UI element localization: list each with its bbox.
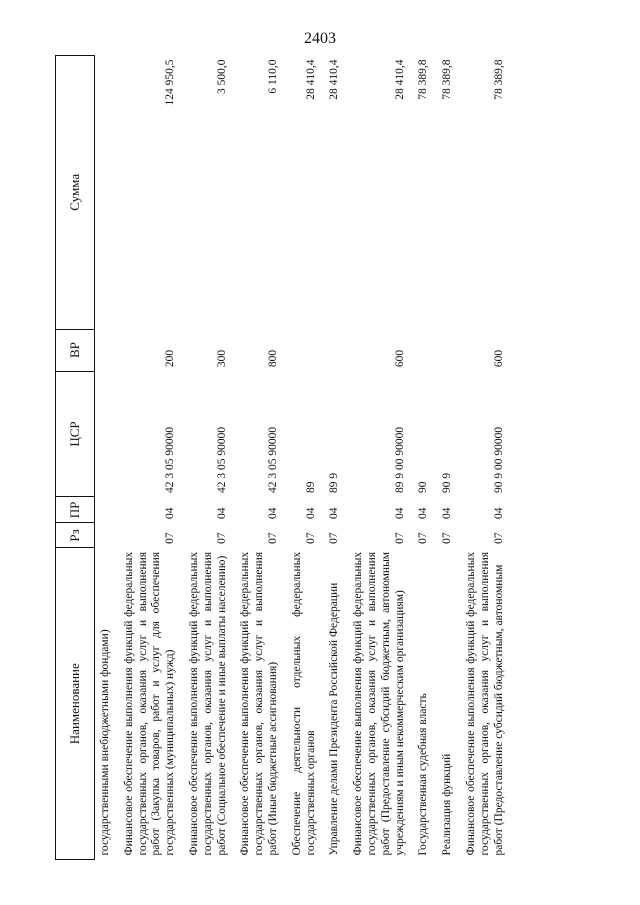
rotated-page-content <box>55 55 590 860</box>
table-row <box>435 56 459 860</box>
table-row <box>182 56 233 860</box>
row-vr: 600 <box>492 349 505 368</box>
header-rz: Рз <box>56 523 95 548</box>
table-header-row <box>56 56 95 860</box>
row-pr: 04 <box>215 507 228 519</box>
row-pr: 04 <box>393 507 406 519</box>
row-vr: 300 <box>215 349 228 368</box>
header-sum: Сумма <box>56 56 95 330</box>
row-rz: 07 <box>164 532 177 544</box>
row-rz: 07 <box>441 532 454 544</box>
header-csr: ЦСР <box>56 371 95 497</box>
budget-table <box>55 55 510 860</box>
row-rz <box>95 523 117 548</box>
row-name: Финансовое обеспечение выполнения функций федеральных государственных органов, оказания услуг и выполнения работ (Предоставление субсидий бюджетным, автономным учреждениям и иным некоммерческим организациям) <box>352 551 406 856</box>
row-name: Финансовое обеспечение выполнения функций федеральных государственных органов, оказания услуг и выполнения работ (Социальное обеспечение и иные выплаты населению) <box>187 551 228 856</box>
row-sum: 124 950,5 <box>164 59 177 106</box>
row-csr: 89 9 00 90000 <box>393 426 406 493</box>
row-vr: 600 <box>393 349 406 368</box>
row-rz: 07 <box>215 532 228 544</box>
table-row <box>322 56 346 860</box>
row-vr <box>411 329 435 371</box>
row-name: Государственная судебная власть <box>417 693 430 856</box>
row-sum: 78 389,8 <box>417 59 430 100</box>
header-name: Наименование <box>56 548 95 860</box>
row-csr: 89 9 <box>328 472 341 493</box>
row-pr: 04 <box>266 507 279 519</box>
row-pr: 04 <box>328 507 341 519</box>
header-pr: ПР <box>56 497 95 523</box>
row-rz: 07 <box>304 532 317 544</box>
row-pr: 04 <box>492 507 505 519</box>
row-csr <box>95 371 117 497</box>
table-row <box>346 56 411 860</box>
row-sum: 6 110,0 <box>266 59 279 94</box>
row-name: Финансовое обеспечение выполнения функций федеральных государственных органов, оказания услуг и выполнения работ (Закупка товаров, работ и услуг для обеспечения государственных (муниципальных) нужд) <box>122 551 177 856</box>
row-sum: 28 410,4 <box>304 59 317 100</box>
row-sum <box>95 56 117 330</box>
row-pr <box>95 497 117 523</box>
row-vr <box>322 329 346 371</box>
row-sum: 28 410,4 <box>393 59 406 100</box>
row-name: Управление делами Президента Российской Федерации <box>328 582 341 856</box>
row-name: государственными внебюджетными фондами) <box>99 629 111 856</box>
row-csr: 90 9 <box>441 472 454 493</box>
row-pr: 04 <box>304 507 317 519</box>
row-rz: 07 <box>328 532 341 544</box>
table-row <box>233 56 284 860</box>
page-number: 2403 <box>304 30 336 47</box>
header-vr: ВР <box>56 329 95 371</box>
row-csr: 42 3 05 90000 <box>266 426 279 493</box>
row-rz: 07 <box>393 532 406 544</box>
row-rz: 07 <box>266 532 279 544</box>
row-name: Финансовое обеспечение выполнения функций федеральных государственных органов, оказания услуг и выполнения работ (Иные бюджетные ассигнования) <box>239 551 279 856</box>
table-row <box>285 56 323 860</box>
row-sum: 78 389,8 <box>492 59 505 100</box>
row-rz: 07 <box>492 532 505 544</box>
row-sum: 28 410,4 <box>328 59 341 100</box>
row-vr: 200 <box>164 349 177 368</box>
row-vr <box>435 329 459 371</box>
row-csr: 42 3 05 90000 <box>164 426 177 493</box>
table-row <box>95 56 117 860</box>
row-csr: 89 <box>304 481 317 493</box>
row-pr: 04 <box>417 507 430 519</box>
table-row <box>117 56 182 860</box>
row-sum: 78 389,8 <box>441 59 454 100</box>
row-name: Обеспечение деятельности отдельных федеральных государственных органов <box>290 551 317 856</box>
row-vr <box>285 329 323 371</box>
row-pr: 04 <box>164 507 177 519</box>
table-row <box>411 56 435 860</box>
row-name: Финансовое обеспечение выполнения функций федеральных государственных органов, оказания услуг и выполнения работ (Предоставление субсидий бюджетным, автономным <box>464 551 505 856</box>
row-rz: 07 <box>417 532 430 544</box>
row-sum: 3 500,0 <box>215 59 228 94</box>
row-name: Реализация функций <box>441 753 454 856</box>
row-csr: 90 9 00 90000 <box>492 426 505 493</box>
row-csr: 42 3 05 90000 <box>215 426 228 493</box>
row-vr: 800 <box>266 349 279 368</box>
row-pr: 04 <box>441 507 454 519</box>
table-row <box>459 56 510 860</box>
row-csr: 90 <box>417 481 430 493</box>
row-vr <box>95 329 117 371</box>
